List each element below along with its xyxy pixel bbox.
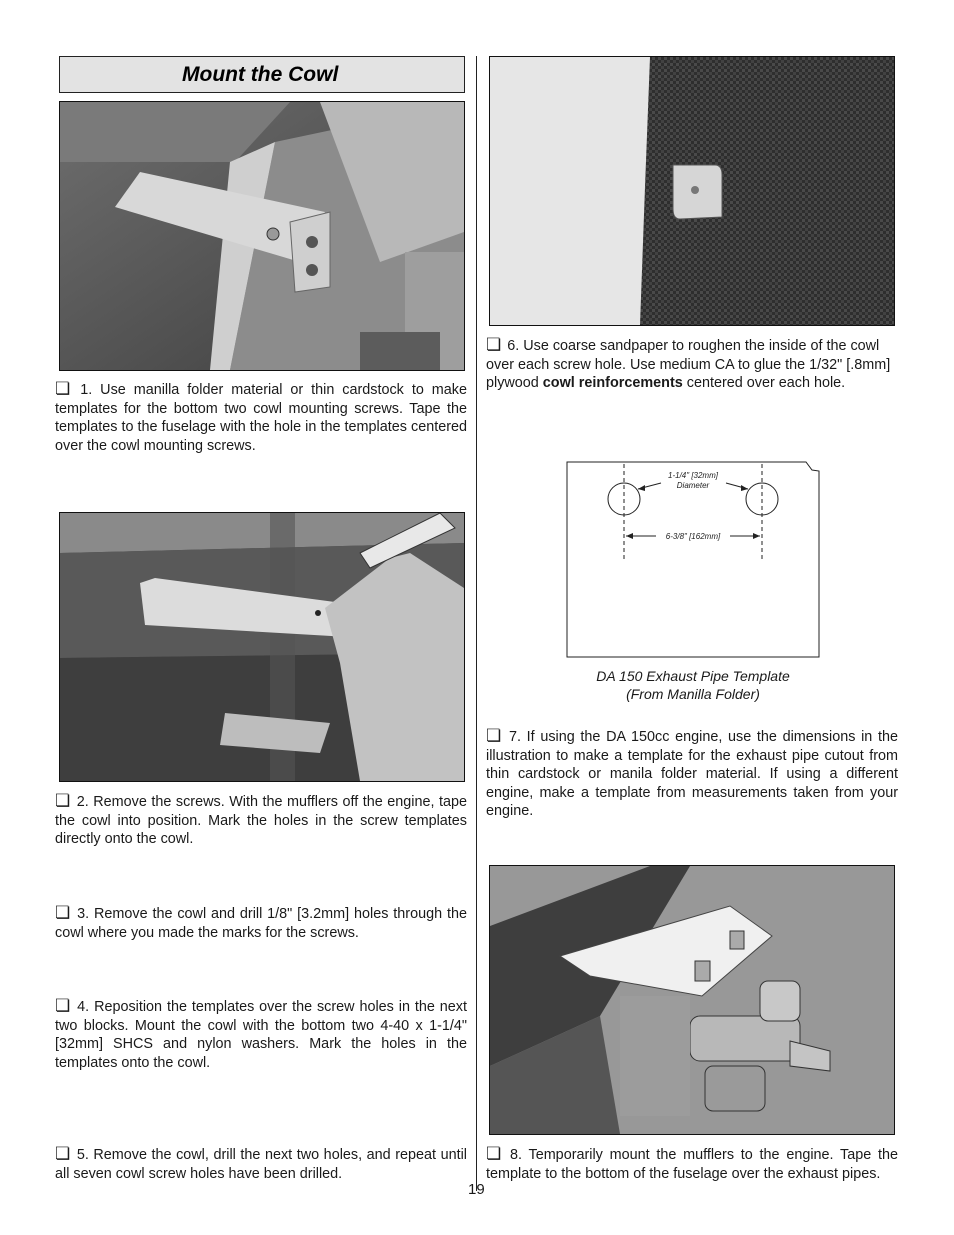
photo-cowl-reinforcement [489,56,895,326]
step-3-text: 3. Remove the cowl and drill 1/8" [3.2mm] holes through the cowl where you made the marks for the screws. [55,906,467,941]
page-number: 19 [468,1181,485,1198]
caption-line-2: (From Manilla Folder) [626,686,760,702]
step-5 [55,1145,467,1183]
step-7-text: 7. If using the DA 150cc engine, use the dimensions in the illustration to make a template for the exhaust pipe cutout from thin cardstock or manila folder material. If using a different engine, make a template from measurements taken from your engine. [486,729,898,820]
step-6-text-tail: centered over each hole. [682,375,846,392]
checkbox-icon[interactable]: ❏ [55,379,71,398]
step-3 [55,904,467,942]
step-1 [55,380,467,455]
step-6 [486,336,898,393]
checkbox-icon[interactable]: ❏ [486,335,502,354]
step-8 [486,1145,898,1183]
spacing-label: 6-3/8" [162mm] [665,532,721,541]
step-7 [486,727,898,821]
section-title-box [59,56,465,93]
step-1-text: 1. Use manilla folder material or thin cardstock to make templates for the bottom two cowl mounting screws. Tape the templates to the fuselage with the hole in the templates centered over the cowl mounting screws. [55,382,467,454]
checkbox-icon[interactable]: ❏ [55,791,71,810]
step-2-text: 2. Remove the screws. With the mufflers off the engine, tape the cowl into position. Mark the holes in the screw templates directly onto the cowl. [55,794,467,848]
exhaust-template-diagram [566,461,820,658]
checkbox-icon[interactable]: ❏ [55,996,71,1015]
diameter-sub-label: Diameter [676,481,710,490]
step-4-text: 4. Reposition the templates over the screw holes in the next two blocks. Mount the cowl with the bottom two 4-40 x 1-1/4" [32mm] SHCS and nylon washers. Mark the holes in the templates onto the cowl. [55,999,467,1071]
caption-line-1: DA 150 Exhaust Pipe Template [596,668,790,684]
step-2 [55,792,467,849]
checkbox-icon[interactable]: ❏ [55,903,71,922]
photo-marking-hole [59,512,465,782]
section-title: Mount the Cowl [182,62,339,86]
step-5-text: 5. Remove the cowl, drill the next two holes, and repeat until all seven cowl screw holes have been drilled. [55,1147,467,1182]
step-6-bold-text: cowl reinforcements [542,375,683,392]
step-6-text: 6. Use coarse sandpaper to roughen the inside of the cowl over each screw hole. Use medium CA to glue the 1/32" [.8mm] plywood [486,338,891,392]
checkbox-icon[interactable]: ❏ [486,726,502,745]
photo-template-over-exhaust [489,865,895,1135]
photo-template-on-fuselage [59,101,465,371]
checkbox-icon[interactable]: ❏ [55,1144,71,1163]
template-caption [566,667,820,703]
step-8-text: 8. Temporarily mount the mufflers to the engine. Tape the template to the bottom of the fuselage over the exhaust pipes. [486,1147,898,1182]
checkbox-icon[interactable]: ❏ [486,1144,502,1163]
step-4 [55,997,467,1072]
diameter-label: 1-1/4" [32mm] [668,471,718,480]
column-divider [476,56,477,1191]
